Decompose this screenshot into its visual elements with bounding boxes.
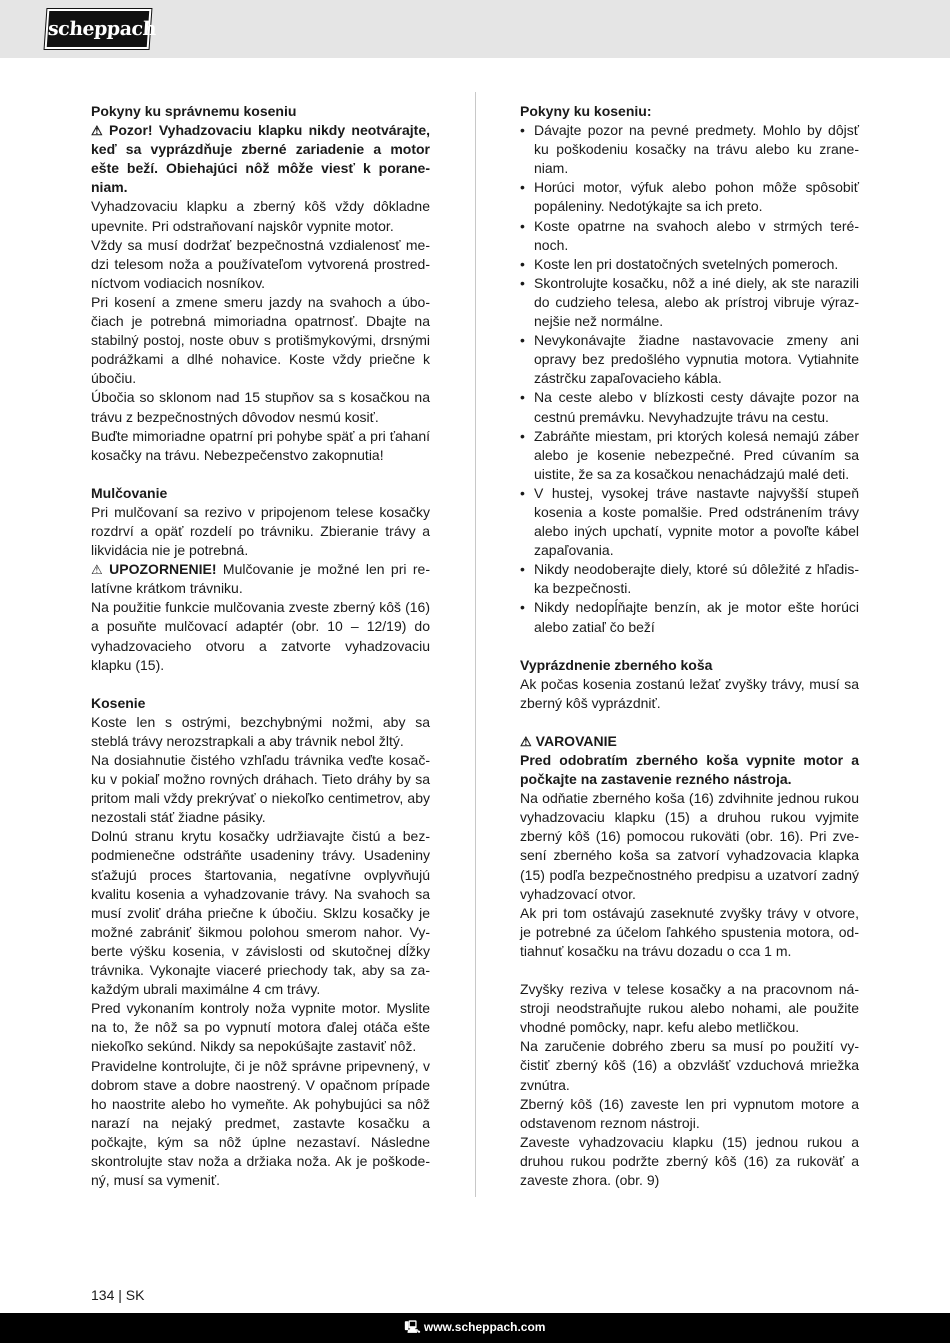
section-title-mowing: Kosenie — [91, 694, 146, 711]
list-item: • V hustej, vysokej tráve nastavte najvyšší stupeň kosenia a koste pomalšie. Pred odstránením trávy alebo iných upchatí, vypnite motor a povoľte kábel zapaľovania. — [520, 484, 859, 560]
list-item: • Zabráňte miestam, pri ktorých kolesá nemajú záber alebo je kosenie nebezpečné. Pred cúvaním sa uistite, že sa za kosačkou nenachádzajú malé deti. — [520, 427, 859, 484]
paragraph: Zaveste vyhadzovaciu klapku (15) jednou rukou a druhou rukou podržte zberný kôš (16) za rukoväť a zaveste zhora. (obr. 9) — [520, 1133, 859, 1188]
list-item: • Nikdy neodoberajte diely, ktoré sú dôležité z hľadiska bezpečnosti. — [520, 560, 859, 598]
website-link[interactable]: www.scheppach.com — [423, 1320, 546, 1334]
warning-triangle-icon: ⚠ — [91, 123, 106, 139]
paragraph: Úbočia so sklonom nad 15 stupňov sa s kosačkou na trávu z bezpečnostných dôvodov nesmú kosiť. — [91, 389, 430, 425]
section-title-mulching: Mulčovanie — [91, 484, 168, 501]
list-item: • Nevykonávajte žiadne nastavovacie zmeny ani opravy bez predošlého vypnutia motora. Vytiahnite zástrčku zapaľovacieho kábla. — [520, 331, 859, 388]
page-number: 134 | SK — [91, 1287, 145, 1303]
column-divider — [475, 92, 476, 1197]
paragraph: Vyhadzovaciu klapku a zberný kôš vždy dôkladne upevnite. Pri odstraňovaní najskôr vypnite motor. — [91, 198, 430, 234]
paragraph: Na použitie funkcie mulčovania zveste zberný kôš (16) a posuňte mulčovací adaptér (obr. 10 – 12/19) do vyhadzovacieho otvoru a zatvorte vyhadzovaciu klapku (15). — [91, 599, 430, 673]
paragraph: Pri kosení a zmene smeru jazdy na svahoch a úbočiach je potrebná mimoriadna opatrnosť. Dbajte na stabilný postoj, noste obuv s protišmykovými, drsnými podrážkami a dlhé nohavice. Koste vždy priečne k úbočiu. — [91, 293, 430, 387]
paragraph: Ak pri tom ostávajú zaseknuté zvyšky trávy v otvore, je potrebné za účelom ľahkého spustenia motora, odtiahnuť kosačku na trávu dozadu o cca 1 m. — [520, 904, 859, 959]
warning-triangle-icon: ⚠ — [520, 733, 532, 749]
list-item: • Na ceste alebo v blízkosti cesty dávajte pozor na cestnú premávku. Nevyhadzujte trávu na cestu. — [520, 388, 859, 426]
paragraph: Pravidelne kontrolujte, či je nôž správne pripevnený, v dobrom stave a dobre naostrený. V opačnom prípade ho naostrite alebo ho vymeňte. Ak pohybujúci sa nôž narazí na nejaký predmet, zastavte kosačku a počkajte, kým sa nôž úplne nezastaví. Následne skontrolujte stav noža a držiaka noža. Ak je poškodený, musí sa vymeniť. — [91, 1057, 430, 1189]
warning-paragraph: ⚠ Pozor! Vyhadzovaciu klapku nikdy neotvárajte, keď sa vyprázdňuje zberné zariadenie a motor ešte beží. Obiehajúci nôž môže viesť k poraneniam. — [91, 122, 430, 196]
paragraph: Na dosiahnutie čistého vzhľadu trávnika veďte kosačku v pokiaľ možno rovných dráhach. Tieto dráhy by sa pritom mali vždy prekrývať o niekoľko centimetrov, aby nezostali stáť žiadne pásiky. — [91, 752, 430, 826]
scheppach-logo: scheppach — [45, 9, 152, 49]
paragraph: Buďte mimoriadne opatrní pri pohybe späť a pri ťahaní kosačky na trávu. Nebezpečenstvo zakopnutia! — [91, 427, 430, 463]
right-column — [520, 102, 859, 1190]
list-item: • Horúci motor, výfuk alebo pohon môže spôsobiť popáleniny. Nedotýkajte sa ich preto. — [520, 178, 859, 216]
mulching-warning: ⚠ UPOZORNENIE! Mulčovanie je možné len pri relatívne krátkom trávniku. — [91, 561, 430, 597]
list-item: • Dávajte pozor na pevné predmety. Mohlo by dôjsť ku poškodeniu kosačky na trávu alebo ku zraneniam. — [520, 121, 859, 178]
warning-label: UPOZORNENIE! — [109, 561, 217, 578]
paragraph: Dolnú stranu krytu kosačky udržiavajte čistú a bezpodmienečne odstráňte usadeniny trávy. Usadeniny sťažujú proces štartovania, negatívne ovplyvňujú kvalitu kosenia a vyhadzovanie trávy. Na svahoch sa musí zvoliť dráha priečne k úbočiu. Sklzu kosačky je možné zabrániť šikmou polohou smerom nahor. Vyberte výšku kosenia, v závislosti od skutočnej dĺžky trávnika. Vykonajte viaceré priechody tak, aby sa zakaždým ubrali maximálne 4 cm trávy. — [91, 828, 430, 998]
paragraph: Vždy sa musí dodržať bezpečnostná vzdialenosť medzi telesom noža a používateľom vytvorená prostredníctvom vodiacich nosníkov. — [91, 236, 430, 291]
paragraph: Pred vykonaním kontroly noža vypnite motor. Myslite na to, že nôž sa po vypnutí motora ďalej otáča ešte niekoľko sekúnd. Nikdy sa nepokúšajte zastaviť nôž. — [91, 1000, 430, 1055]
paragraph: Ak počas kosenia zostanú ležať zvyšky trávy, musí sa zberný kôš vyprázdniť. — [520, 675, 859, 711]
section-title-mowing-tips: Pokyny ku koseniu: — [520, 103, 652, 119]
paragraph: Na zaručenie dobrého zberu sa musí po použití vyčistiť zberný kôš (16) a obzvlášť vzduchová mriežka zvnútra. — [520, 1038, 859, 1093]
section-title-emptying: Vyprázdnenie zberného koša — [520, 656, 713, 673]
warning-triangle-icon: ⚠ — [91, 562, 106, 578]
paragraph: Zberný kôš (16) zaveste len pri vypnutom motore a odstavenom reznom nástroji. — [520, 1095, 859, 1131]
list-item: • Skontrolujte kosačku, nôž a iné diely, ak ste narazili do cudzieho telesa, alebo ak prístroj vibruje výraznejšie než normálne. — [520, 274, 859, 331]
list-item: • Koste len pri dostatočných svetelných pomeroch. — [520, 255, 859, 274]
section-title-correct-mowing: Pokyny ku správnemu koseniu — [91, 103, 297, 119]
paragraph: Zvyšky reziva v telese kosačky a na pracovnom nástroji neodstraňujte rukou alebo nohami, ale použite vhodné pomôcky, napr. kefu alebo metličkou. — [520, 981, 859, 1036]
mowing-tips-list — [520, 121, 859, 637]
paragraph: Koste len s ostrými, bezchybnými nožmi, aby sa steblá trávy nerozstrapkali a aby trávnik nebol žltý. — [91, 713, 430, 749]
warning-heading: ⚠ VAROVANIE — [520, 732, 617, 749]
paragraph: Pri mulčovaní sa rezivo v pripojenom telese kosačky rozdrví a opäť rozdelí po trávniku. Zbieranie trávy a likvidácia nie je potrebná. — [91, 503, 430, 559]
warning-bold-text: Pred odobratím zberného koša vypnite motor a počkajte na zastavenie rezného nástroja. — [520, 752, 859, 788]
footer-bar — [0, 1313, 950, 1343]
header-bar — [0, 0, 950, 58]
paragraph: Na odňatie zberného koša (16) zdvihnite jednou rukou vyhadzovaciu klapku (15) a druhou rukou vyjmite zberný kôš (16) pomocou rukoväti (obr. 16). Pri zvesení zberného koša sa zatvorí vyhadzovacia klapka (15) podľa bezpečnostného predpisu a uzatvorí zadný vyhadzovací otvor. — [520, 790, 859, 902]
list-item: • Koste opatrne na svahoch alebo v strmých terénoch. — [520, 217, 859, 255]
monitor-icon: 🖳 — [404, 1320, 421, 1334]
left-column — [91, 102, 430, 1190]
list-item: • Nikdy nedopĺňajte benzín, ak je motor ešte horúci alebo zatiaľ čo beží — [520, 598, 859, 636]
